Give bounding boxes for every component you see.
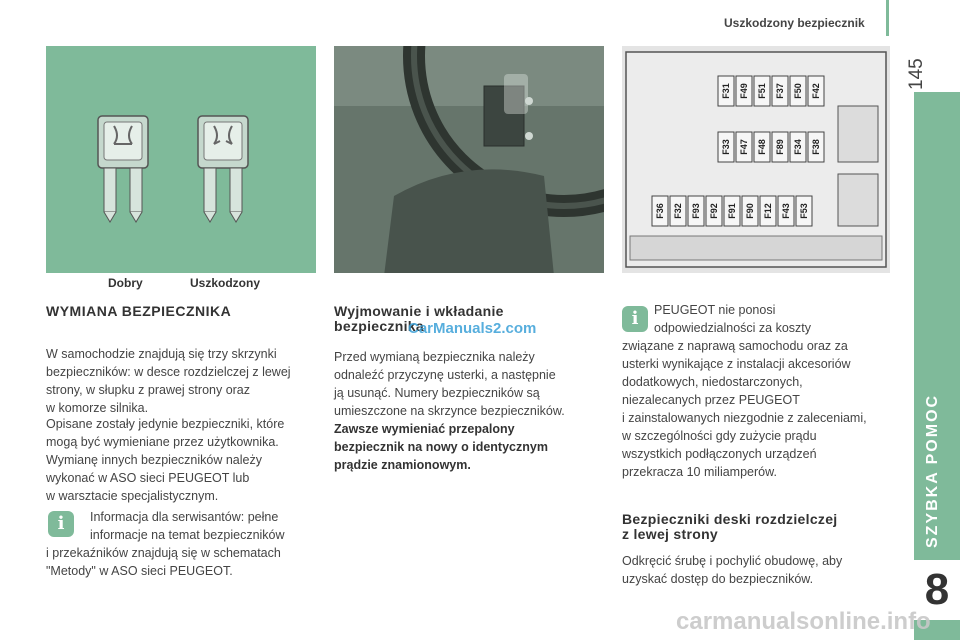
text-line: ją usunąć. Numery bezpieczników są	[334, 386, 540, 400]
text-line: prądzie znamionowym.	[334, 458, 471, 472]
text-line: informacje na temat bezpieczników	[90, 528, 285, 542]
info-icon: i	[48, 511, 74, 537]
text-line: Opisane zostały jedynie bezpieczniki, które	[46, 417, 285, 431]
header-accent-bar	[886, 0, 889, 36]
fuse-label: F12	[763, 203, 773, 219]
text-line: strony, w słupku z prawej strony oraz	[46, 383, 251, 397]
chapter-number: 8	[924, 565, 950, 614]
fuse-label: F33	[721, 139, 731, 155]
section-heading-fuse-replacement: WYMIANA BEZPIECZNIKA	[46, 303, 232, 319]
paragraph-user-replaceable	[46, 415, 318, 505]
text-line: w warsztacie specjalistycznym.	[46, 489, 219, 503]
text-line: W samochodzie znajdują się trzy skrzynki	[46, 347, 277, 361]
fuse-label: F48	[757, 139, 767, 155]
heading-line: bezpiecznika	[334, 318, 424, 334]
fuse-label: F89	[775, 139, 785, 155]
fuse-label: F50	[793, 83, 803, 99]
page-header-title: Uszkodzony bezpiecznik	[724, 16, 865, 30]
fuse-label: F38	[811, 139, 821, 155]
fuse-label: F90	[745, 203, 755, 219]
fuse-row-3	[652, 196, 812, 226]
fuse-label: F37	[775, 83, 785, 99]
heading-line: Bezpieczniki deski rozdzielczej	[622, 511, 838, 527]
fuse-label: F32	[673, 203, 683, 219]
text-line: bezpieczników: w desce rozdzielczej z lewej	[46, 365, 291, 379]
watermark-carmanuals2: CarManuals2.com	[408, 320, 537, 337]
text-line: Przed wymianą bezpiecznika należy	[334, 350, 535, 364]
text-line: niezalecanych przez PEUGEOT	[622, 393, 800, 407]
fuse-illustration	[46, 46, 316, 273]
section-label: SZYBKA POMOC	[924, 393, 941, 548]
caption-damaged: Uszkodzony	[190, 276, 261, 290]
fuse-label: F47	[739, 139, 749, 155]
text-line: mogą być wymieniane przez użytkownika.	[46, 435, 279, 449]
text-line: i zainstalowanych niezgodnie z zaleceniami,	[622, 411, 867, 425]
paragraph-find-cause	[334, 348, 606, 420]
text-line: usterki wynikające z instalacji akcesoriów	[622, 357, 851, 371]
fuse-label: F42	[811, 83, 821, 99]
steering-wheel-illustration	[334, 46, 604, 273]
fuse-label: F53	[799, 203, 809, 219]
text-line: bezpiecznik na nowy o identycznym	[334, 440, 548, 454]
fuse-label: F34	[793, 139, 803, 155]
text-line: dodatkowych, niedostarczonych,	[622, 375, 803, 389]
watermark-carmanualsonline: carmanualsonline.info	[676, 608, 931, 635]
text-line: w komorze silnika.	[46, 401, 149, 415]
text-line: odpowiedzialności za koszty	[654, 321, 812, 335]
text-line: umieszczone na skrzynce bezpieczników.	[334, 404, 565, 418]
fuse-label: F43	[781, 203, 791, 219]
fuse-label: F92	[709, 203, 719, 219]
heading-line: Wyjmowanie i wkładanie	[334, 303, 504, 319]
paragraph-fuse-boxes	[46, 345, 318, 417]
text-line: PEUGEOT nie ponosi	[654, 303, 776, 317]
text-line: związane z naprawą samochodu oraz za	[622, 339, 848, 353]
text-line: Informacja dla serwisantów: pełne	[90, 510, 279, 524]
info-note-service	[46, 508, 318, 580]
fuse-comparison-image	[46, 46, 316, 273]
caption-good: Dobry	[108, 276, 143, 290]
fuse-label: F93	[691, 203, 701, 219]
text-line: "Metody" w ASO sieci PEUGEOT.	[46, 564, 233, 578]
text-line: wykonać w ASO sieci PEUGEOT lub	[46, 471, 250, 485]
good-fuse-graphic	[98, 116, 148, 222]
heading-line: z lewej strony	[622, 526, 719, 542]
page-number: 145	[906, 58, 927, 90]
info-note-liability	[622, 301, 902, 481]
text-line: Odkręcić śrubę i pochylić obudowę, aby	[622, 554, 843, 568]
text-line: przekracza 10 miliamperów.	[622, 465, 777, 479]
info-icon: i	[622, 306, 648, 332]
damaged-fuse-graphic	[198, 116, 248, 222]
fuse-label: F31	[721, 83, 731, 99]
text-line: uzyskać dostęp do bezpieczników.	[622, 572, 814, 586]
fuse-label: F36	[655, 203, 665, 219]
paragraph-unscrew	[622, 552, 902, 588]
text-line: Zawsze wymieniać przepalony	[334, 422, 515, 436]
fuse-label: F49	[739, 83, 749, 99]
paragraph-warning-identical	[334, 420, 606, 474]
text-line: i przekaźników znajdują się w schematach	[46, 546, 281, 560]
text-line: wszystkich podłączonych urządzeń	[622, 447, 817, 461]
text-line: Wymianę innych bezpieczników należy	[46, 453, 262, 467]
section-side-tab	[914, 92, 960, 640]
steering-wheel-photo	[334, 46, 604, 273]
fuse-label: F51	[757, 83, 767, 99]
fuse-label: F91	[727, 203, 737, 219]
section-heading-dashboard-fuses	[622, 512, 838, 542]
fusebox-illustration	[622, 46, 890, 273]
text-line: w szczególności gdy zużycie prądu	[622, 429, 817, 443]
text-line: odnaleźć przyczynę usterki, a następnie	[334, 368, 556, 382]
fusebox-diagram	[622, 46, 890, 273]
